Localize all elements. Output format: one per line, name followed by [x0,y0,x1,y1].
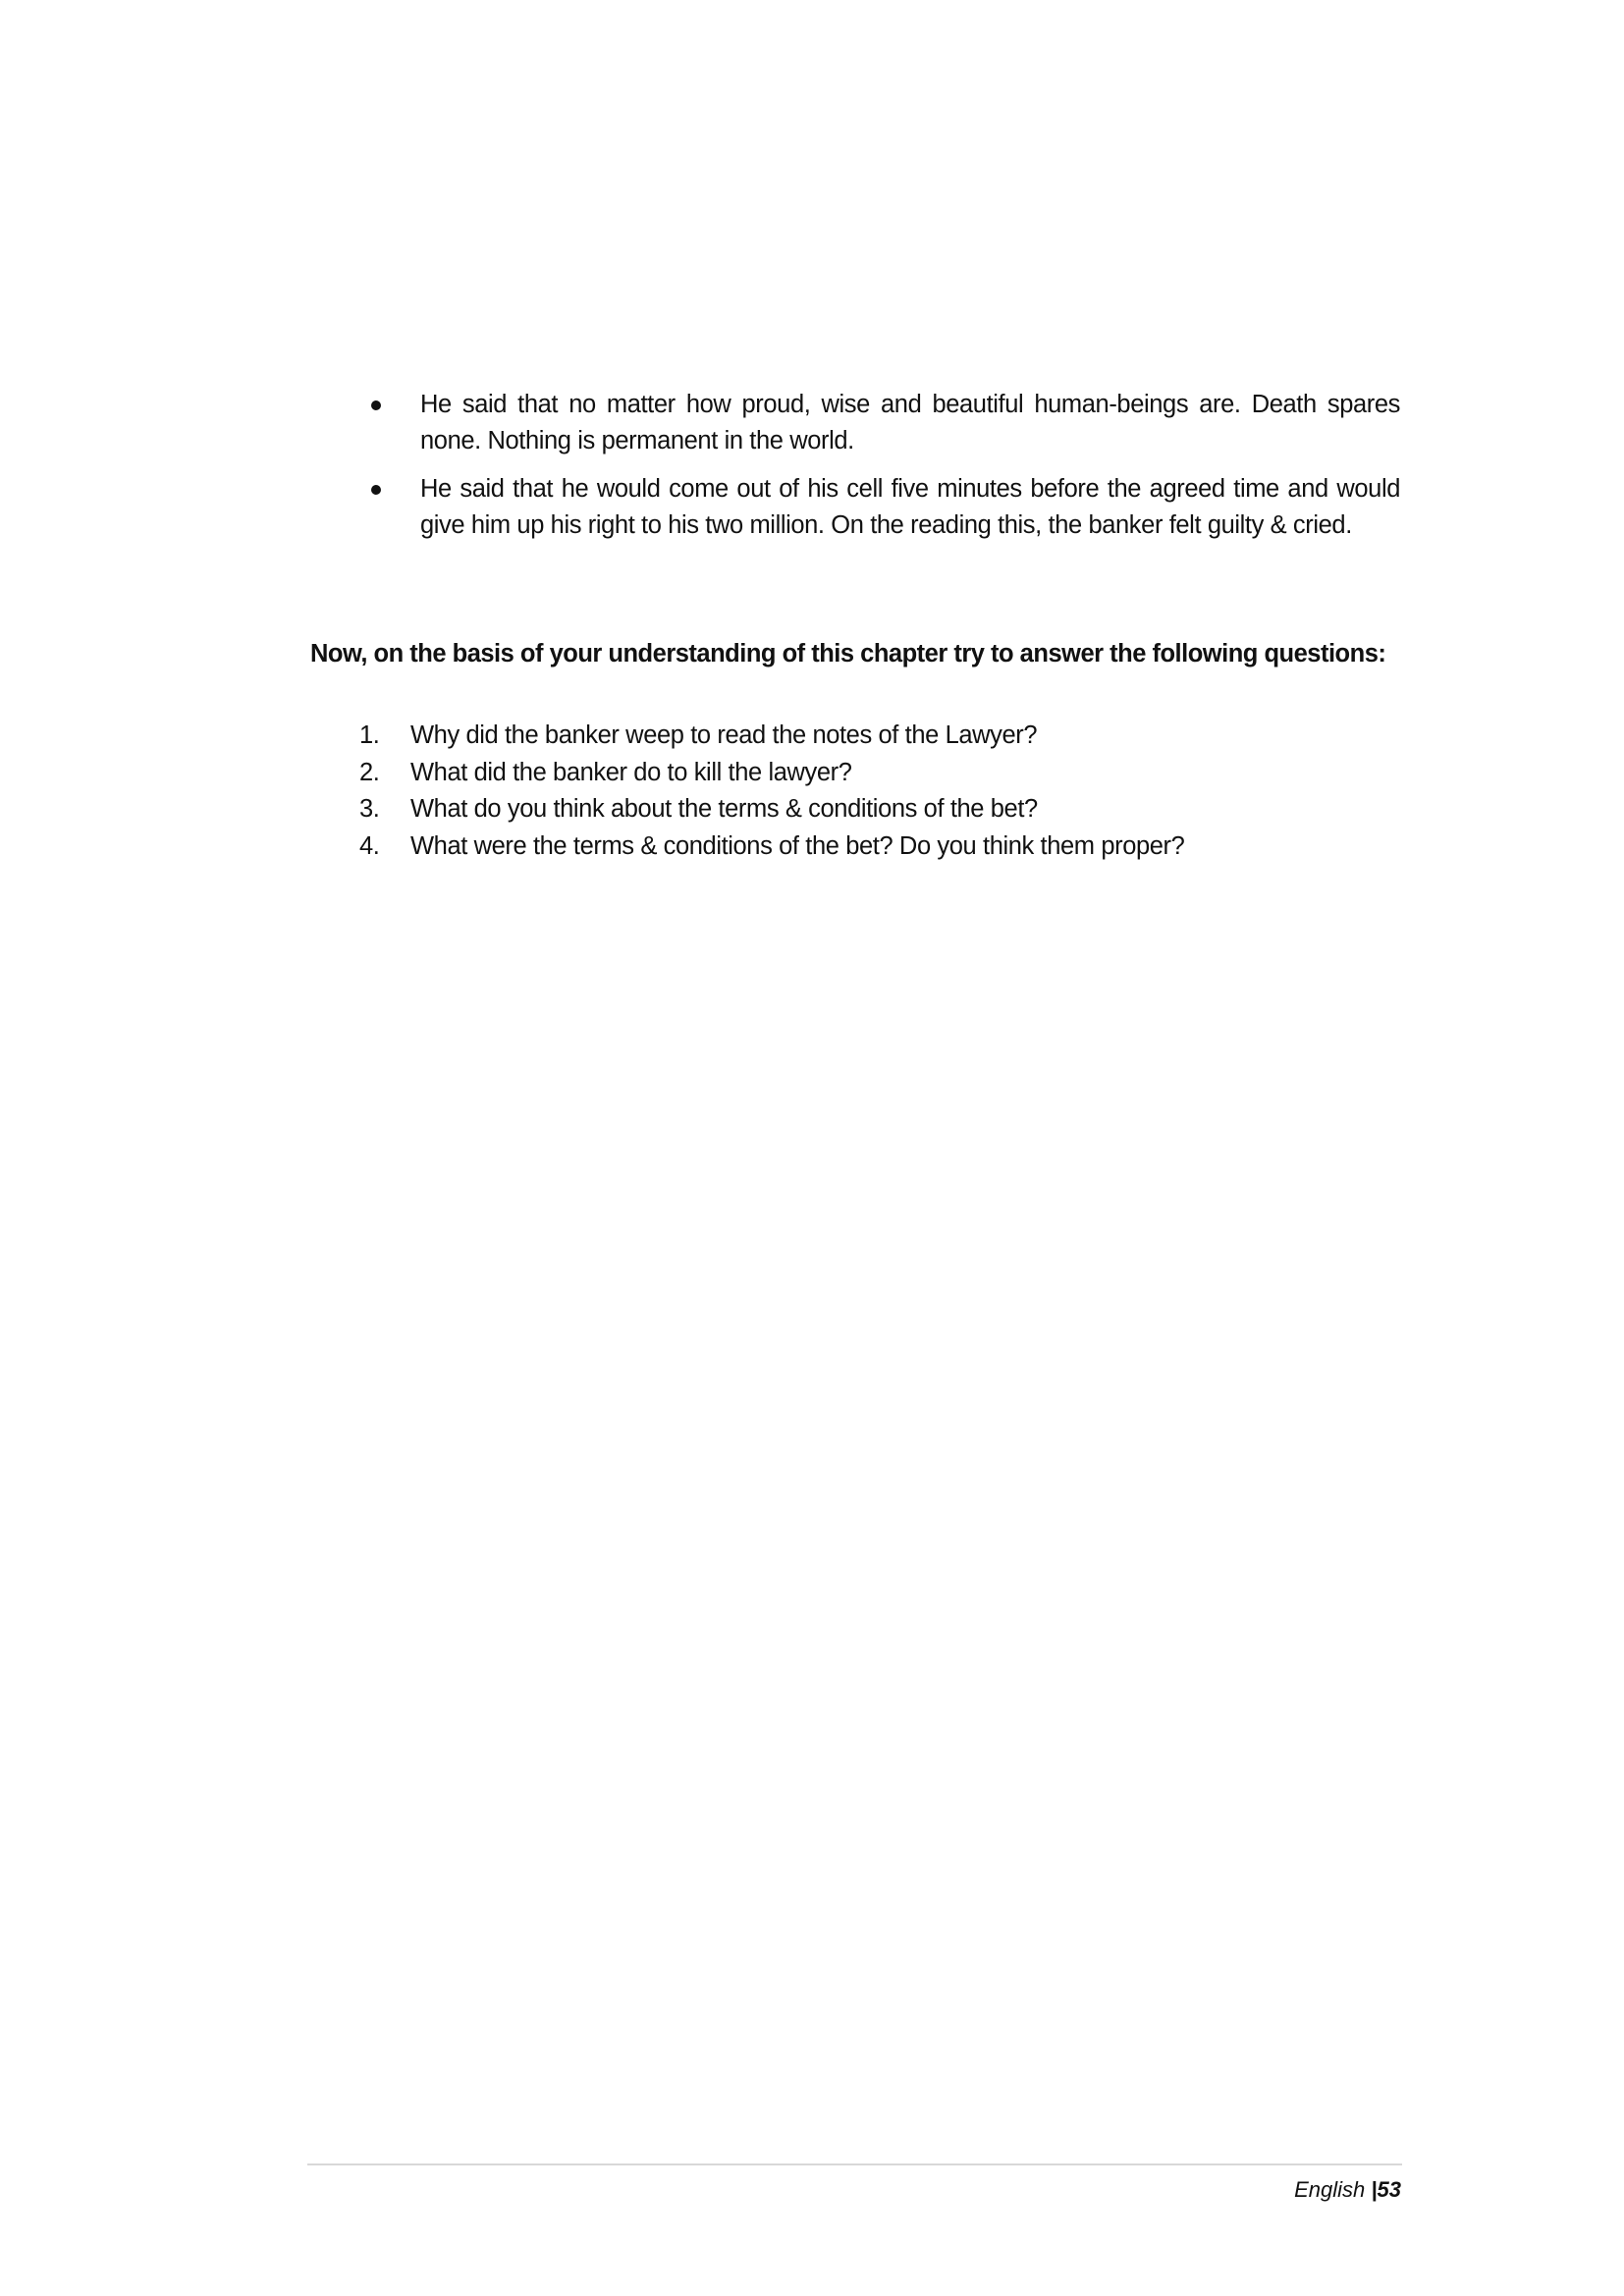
question-item [310,828,1400,866]
question-text: What do you think about the terms & conditions of the bet? [410,795,1038,823]
question-list [310,718,1400,865]
question-text: What were the terms & conditions of the bet? Do you think them proper? [410,831,1185,860]
page-footer [1294,2177,1401,2203]
bullet-icon [371,400,381,410]
question-item [310,755,1400,792]
bullet-list [365,387,1400,556]
questions-heading: Now, on the basis of your understanding of this chapter try to answer the following questions: [310,640,1386,667]
question-item [310,718,1400,755]
question-number: 1. [359,721,380,749]
bullet-icon [371,485,381,495]
bullet-item [365,471,1400,544]
question-number: 2. [359,758,380,786]
bullet-text: He said that no matter how proud, wise and beautiful human-beings are. Death spares none. Nothing is permanent in the world. [420,391,1400,454]
bullet-text: He said that he would come out of his cell five minutes before the agreed time and would give him up his right to his two million. On the reading this, the banker felt guilty & cried. [420,475,1400,539]
footer-subject: English [1294,2177,1372,2202]
question-number: 3. [359,795,380,823]
footer-separator: | [1371,2177,1378,2202]
question-text: Why did the banker weep to read the notes of the Lawyer? [410,721,1038,749]
page-number: 53 [1377,2177,1401,2202]
question-item [310,791,1400,828]
footer-divider [307,2163,1402,2165]
question-number: 4. [359,831,380,860]
bullet-item [365,387,1400,459]
question-text: What did the banker do to kill the lawyer? [410,758,852,786]
